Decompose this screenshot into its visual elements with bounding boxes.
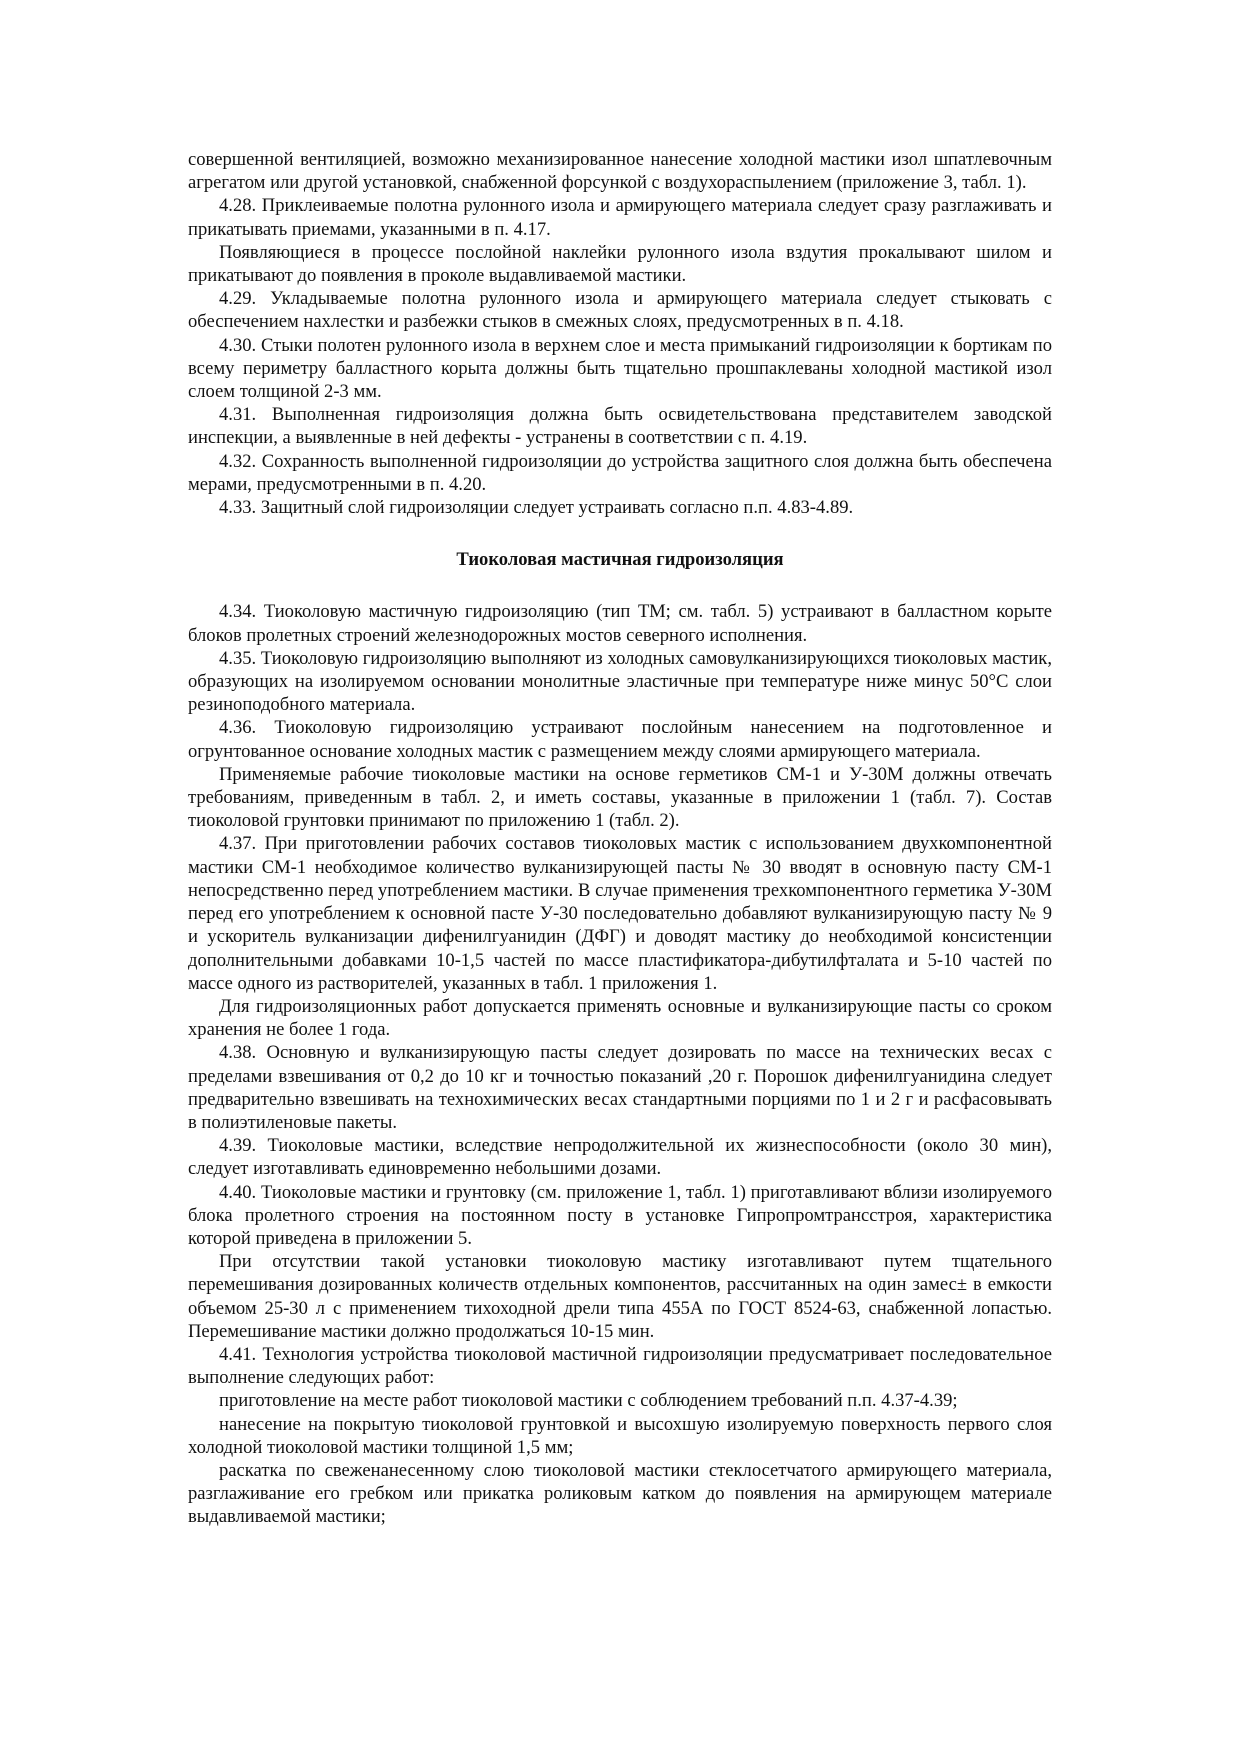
paragraph: совершенной вентиляцией, возможно механизированное нанесение холодной мастики изол шпатлевочным агрегатом или другой установкой, снабженной форсункой с воздухораспылением (приложение 3, табл. 1). (188, 149, 1052, 194)
paragraph-4-30: 4.30. Стыки полотен рулонного изола в верхнем слое и места примыканий гидроизоляции к бортикам по всему периметру балластного корыта должны быть тщательно прошпаклеваны холодной мастикой изол слоем толщиной 2-3 мм. (188, 334, 1052, 403)
paragraph-4-33: 4.33. Защитный слой гидроизоляции следует устраивать согласно п.п. 4.83-4.89. (219, 497, 854, 519)
paragraph: Для гидроизоляционных работ допускается применять основные и вулканизирующие пасты со сроком хранения не более 1 года. (188, 995, 1052, 1041)
paragraph-4-35: 4.35. Тиоколовую гидроизоляцию выполняют из холодных самовулканизирующихся тиоколовых мастик, образующих на изолируемом основании монолитные эластичные при температуре ниже минус 50°С слои резиноподобного материала. (188, 647, 1052, 716)
list-item: раскатка по свеженанесенному слою тиоколовой мастики стеклосетчатого армирующего материала, разглаживание его гребком или прикатка роликовым катком до появления на армирующем материале выдавливаемой мастики; (188, 1459, 1052, 1528)
section-heading: Тиоколовая мастичная гидроизоляция (456, 549, 784, 571)
paragraph-4-31: 4.31. Выполненная гидроизоляция должна быть освидетельствована представителем заводской инспекции, а выявленные в ней дефекты - устранены в соответствии с п. 4.19. (188, 404, 1052, 449)
paragraph-4-29: 4.29. Укладываемые полотна рулонного изола и армирующего материала следует стыковать с обеспечением нахлестки и разбежки стыков в смежных слоях, предусмотренных в п. 4.18. (188, 288, 1052, 333)
paragraph-4-40: 4.40. Тиоколовые мастики и грунтовку (см. приложение 1, табл. 1) приготавливают вблизи изолируемого блока пролетного строения на постоянном посту в установке Гипропромтрансстроя, характеристика которой приведена в приложении 5. (188, 1181, 1052, 1249)
paragraph: При отсутствии такой установки тиоколовую мастику изготавливают путем тщательного перемешивания дозированных количеств отдельных компонентов, рассчитанных на один замес± в емкости объемом 25-30 л с применением тихоходной дрели типа 455А по ГОСТ 8524-63, снабженной лопастью. Перемешивание мастики должно продолжаться 10-15 мин. (188, 1251, 1052, 1342)
paragraph: Появляющиеся в процессе послойной наклейки рулонного изола вздутия прокалывают шилом и прикатывают до появления в проколе выдавливаемой мастики. (188, 241, 1052, 287)
document-page (188, 148, 1052, 1529)
paragraph-4-28: 4.28. Приклеиваемые полотна рулонного изола и армирующего материала следует сразу разглаживать и прикатывать приемами, указанными в п. 4.17. (188, 195, 1052, 240)
paragraph-4-34: 4.34. Тиоколовую мастичную гидроизоляцию (тип ТМ; см. табл. 5) устраивают в балластном корыте блоков пролетных строений железнодорожных мостов северного исполнения. (188, 601, 1052, 646)
paragraph-4-39: 4.39. Тиоколовые мастики, вследствие непродолжительной их жизнеспособности (около 30 мин), следует изготавливать единовременно небольшими дозами. (188, 1135, 1052, 1180)
list-item: приготовление на месте работ тиоколовой мастики с соблюдением требований п.п. 4.37-4.39; (219, 1390, 958, 1412)
list-item: нанесение на покрытую тиоколовой грунтовкой и высохшую изолируемую поверхность первого слоя холодной тиоколовой мастики толщиной 1,5 мм; (188, 1413, 1052, 1458)
paragraph-4-36: 4.36. Тиоколовую гидроизоляцию устраивают послойным нанесением на подготовленное и огрунтованное основание холодных мастик с размещением между слоями армирующего материала. (188, 717, 1052, 762)
paragraph-4-38: 4.38. Основную и вулканизирующую пасты следует дозировать по массе на технических весах с пределами взвешивания от 0,2 до 10 кг и точностью показаний ,20 г. Порошок дифенилгуанидина следует предварительно взвешивать на технохимических весах стандартными порциями по 1 и 2 г и расфасовывать в полиэтиленовые пакеты. (188, 1042, 1052, 1133)
paragraph-4-41: 4.41. Технология устройства тиоколовой мастичной гидроизоляции предусматривает последовательное выполнение следующих работ: (188, 1343, 1052, 1389)
paragraph: Применяемые рабочие тиоколовые мастики на основе герметиков СМ-1 и У-30М должны отвечать требованиям, приведенным в табл. 2, и иметь составы, указанные в приложении 1 (табл. 7). Состав тиоколовой грунтовки принимают по приложению 1 (табл. 2). (188, 763, 1052, 832)
paragraph-4-37: 4.37. При приготовлении рабочих составов тиоколовых мастик с использованием двухкомпонентной мастики СМ-1 необходимое количество вулканизирующей пасты № 30 вводят в основную пасту СМ-1 непосредственно перед употреблением мастики. В случае применения трехкомпонентного герметика У-30М перед его употреблением к основной пасте У-30 последовательно добавляют вулканизирующую пасту № 9 и ускоритель вулканизации дифенилгуанидин (ДФГ) и доводят мастику до необходимой консистенции дополнительными добавками 10-1,5 частей по массе пластификатора-дибутилфталата и 5-10 частей по массе одного из растворителей, указанных в табл. 1 приложения 1. (188, 833, 1052, 994)
paragraph-4-32: 4.32. Сохранность выполненной гидроизоляции до устройства защитного слоя должна быть обеспечена мерами, предусмотренными в п. 4.20. (188, 450, 1052, 495)
